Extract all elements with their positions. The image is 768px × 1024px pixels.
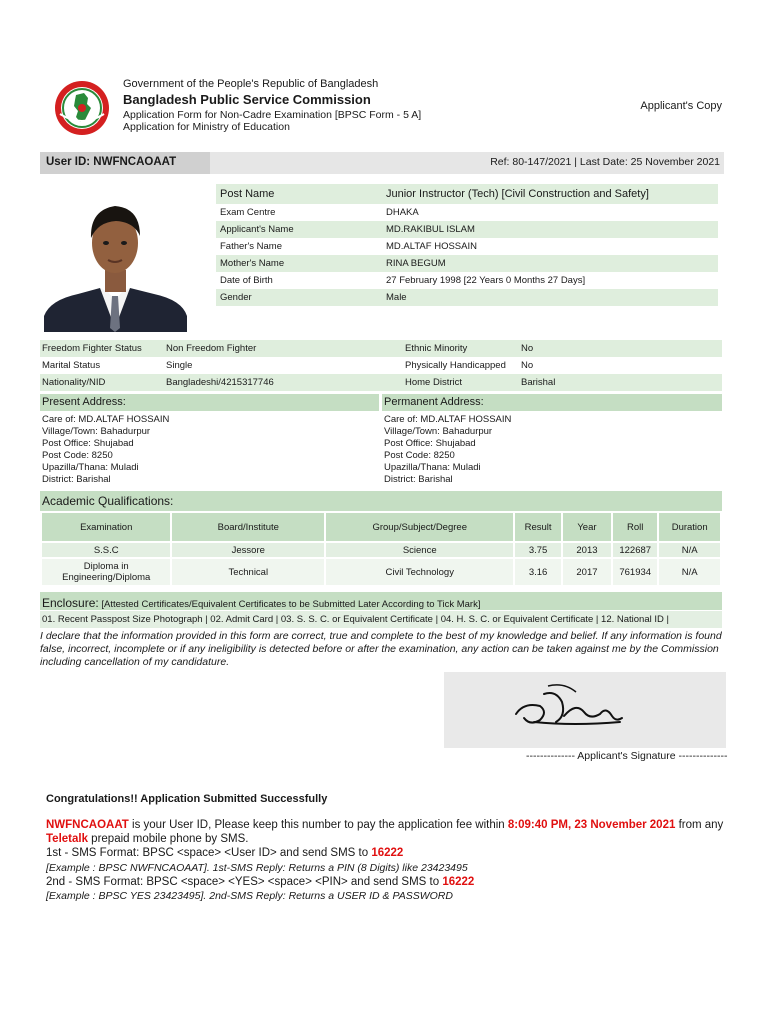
- academic-table: [40, 511, 722, 587]
- personal-value: MD.ALTAF HOSSAIN: [386, 241, 477, 252]
- table-cell: N/A: [658, 558, 721, 586]
- government-name: Government of the People's Republic of Bangladesh: [123, 78, 379, 90]
- personal-row: [216, 184, 718, 204]
- sms-number: 16222: [442, 876, 475, 888]
- personal-value: RINA BEGUM: [384, 255, 718, 272]
- enclosure-list: 01. Recent Passpost Size Photograph | 02. Admit Card | 03. S. S. C. or Equivalent Certificate | 04. H. S. C. or Equivalent Certificate | 12. National ID |: [40, 611, 722, 628]
- enclosure-label: Enclosure:: [42, 596, 99, 610]
- first-sms-example: [Example : BPSC NWFNCAOAAT]. 1st-SMS Reply: Returns a PIN (8 Digits) like 23423495: [46, 862, 468, 874]
- reference-line: Ref: 80-147/2021 | Last Date: 25 November 2021: [490, 156, 720, 168]
- personal-row: [216, 238, 718, 255]
- status-value: Non Freedom Fighter: [166, 343, 257, 354]
- personal-label: Exam Centre: [220, 207, 276, 218]
- message-text: 2nd - SMS Format: BPSC <space> <YES> <space> <PIN> and send SMS to: [46, 876, 443, 888]
- status-value: Bangladeshi/4215317746: [166, 377, 274, 388]
- status-value: No: [521, 343, 534, 354]
- personal-value: Male: [384, 289, 718, 306]
- column-header: Year: [562, 512, 612, 542]
- personal-row: [216, 221, 718, 238]
- operator-highlight: Teletalk: [46, 833, 88, 845]
- status-label: Physically Handicapped: [405, 360, 506, 371]
- personal-label: Applicant's Name: [216, 221, 384, 238]
- user-id-label: User ID: NWFNCAOAAT: [40, 152, 210, 174]
- address-line: District: Barishal: [42, 474, 111, 485]
- academic-heading: Academic Qualifications:: [40, 491, 722, 511]
- enclosure-note: [Attested Certificates/Equivalent Certificates to be Submitted Later According to Tick Mark]: [98, 599, 481, 610]
- personal-value: 27 February 1998 [22 Years 0 Months 27 Days]: [386, 275, 586, 286]
- table-cell: Civil Technology: [325, 558, 514, 586]
- personal-value: Junior Instructor (Tech) [Civil Construction and Safety]: [384, 184, 718, 204]
- status-value: Single: [166, 360, 193, 371]
- status-row: [40, 340, 722, 357]
- operator-message: [46, 833, 248, 845]
- address-line: Upazilla/Thana: Muladi: [384, 462, 481, 473]
- second-sms-example: [Example : BPSC YES 23423495]. 2nd-SMS Reply: Returns a USER ID & PASSWORD: [46, 890, 453, 902]
- column-header: Roll: [612, 512, 658, 542]
- enclosure-heading: [40, 592, 722, 610]
- personal-label: Gender: [216, 289, 384, 306]
- permanent-address-heading: Permanent Address:: [382, 394, 722, 411]
- permanent-address: [384, 414, 720, 486]
- address-line: Care of: MD.ALTAF HOSSAIN: [42, 414, 170, 425]
- personal-row: [216, 272, 718, 289]
- personal-row: [216, 204, 718, 221]
- status-label: Home District: [405, 377, 463, 388]
- address-line: Post Code: 8250: [384, 450, 455, 461]
- address-line: Post Office: Shujabad: [384, 438, 476, 449]
- status-label: Freedom Fighter Status: [42, 343, 142, 354]
- first-sms-format: [46, 847, 403, 859]
- user-id-message: [46, 819, 723, 831]
- column-header: Duration: [658, 512, 721, 542]
- table-cell: 3.16: [514, 558, 561, 586]
- column-header: Result: [514, 512, 561, 542]
- column-header: Examination: [41, 512, 171, 542]
- personal-label: Date of Birth: [220, 275, 273, 286]
- table-cell: N/A: [658, 542, 721, 558]
- message-text: 1st - SMS Format: BPSC <space> <User ID> and send SMS to: [46, 847, 372, 859]
- table-cell: Jessore: [171, 542, 325, 558]
- status-label: Marital Status: [42, 360, 101, 371]
- deadline-highlight: 8:09:40 PM, 23 November 2021: [507, 819, 676, 831]
- address-line: Care of: MD.ALTAF HOSSAIN: [384, 414, 512, 425]
- ministry-line: Application for Ministry of Education: [123, 121, 290, 133]
- sms-number: 16222: [371, 847, 404, 859]
- table-row: [41, 542, 721, 558]
- address-line: District: Barishal: [384, 474, 453, 485]
- table-cell: Technical: [171, 558, 325, 586]
- form-title: Application Form for Non-Cadre Examination [BPSC Form - 5 A]: [123, 109, 422, 121]
- applicant-signature: [444, 672, 726, 748]
- personal-label: Father's Name: [220, 241, 283, 252]
- status-value: Barishal: [521, 377, 556, 388]
- declaration-text: I declare that the information provided in this form are correct, true and complete to the best of my knowledge and belief. If any information is found false, incorrect, incomplete or if any ineligibility is detected before or after the examination, any action can be taken against me by the Commission including cancellation of my candidature.: [40, 630, 722, 668]
- personal-value: MD.RAKIBUL ISLAM: [384, 221, 718, 238]
- status-label: Ethnic Minority: [405, 343, 468, 354]
- address-line: Post Code: 8250: [42, 450, 113, 461]
- success-message: Congratulations!! Application Submitted Successfully: [46, 793, 328, 805]
- table-row: [41, 558, 721, 586]
- personal-row: [216, 289, 718, 306]
- address-line: Post Office: Shujabad: [42, 438, 134, 449]
- present-address-heading: Present Address:: [40, 394, 379, 411]
- address-line: Village/Town: Bahadurpur: [42, 426, 151, 437]
- address-line: Village/Town: Bahadurpur: [384, 426, 493, 437]
- commission-name: Bangladesh Public Service Commission: [123, 92, 371, 107]
- status-row: [40, 374, 722, 391]
- bpsc-seal-icon: [54, 80, 110, 136]
- table-cell: 2017: [562, 558, 612, 586]
- table-cell: S.S.C: [41, 542, 171, 558]
- table-cell: Science: [325, 542, 514, 558]
- message-text: from any: [675, 819, 724, 831]
- status-label: Nationality/NID: [42, 377, 106, 388]
- table-cell: 122687: [612, 542, 658, 558]
- personal-label: Post Name: [216, 184, 384, 204]
- second-sms-format: [46, 876, 474, 888]
- personal-label: Mother's Name: [216, 255, 384, 272]
- address-line: Upazilla/Thana: Muladi: [42, 462, 139, 473]
- status-row: [40, 357, 722, 374]
- table-cell: Diploma in Engineering/Diploma: [41, 558, 171, 586]
- table-cell: 761934: [612, 558, 658, 586]
- personal-value: DHAKA: [386, 207, 419, 218]
- applicant-photo: [44, 188, 187, 332]
- column-header: Board/Institute: [171, 512, 325, 542]
- status-table: [40, 340, 722, 391]
- personal-row: [216, 255, 718, 272]
- status-value: No: [521, 360, 534, 371]
- signature-label: -------------- Applicant's Signature --------------: [526, 750, 728, 762]
- user-id-highlight: NWFNCAOAAT: [46, 819, 129, 831]
- table-cell: 2013: [562, 542, 612, 558]
- message-text: prepaid mobile phone by SMS.: [87, 833, 249, 845]
- academic-header-row: [41, 512, 721, 542]
- message-text: is your User ID, Please keep this number to pay the application fee within: [128, 819, 508, 831]
- table-cell: 3.75: [514, 542, 561, 558]
- present-address: [42, 414, 378, 486]
- copy-label: Applicant's Copy: [640, 100, 722, 112]
- column-header: Group/Subject/Degree: [325, 512, 514, 542]
- personal-info-table: [216, 184, 718, 306]
